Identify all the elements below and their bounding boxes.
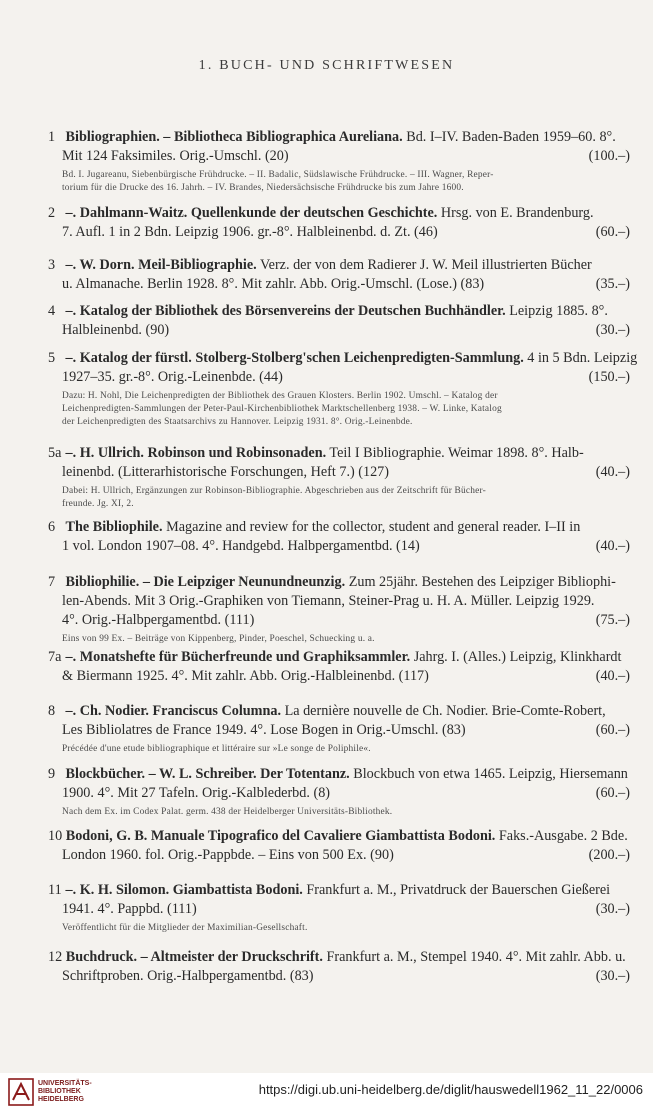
entry-line [48,827,630,846]
entry-text: 1927–35. gr.-8°. Orig.-Leinenbde. (44) [62,369,283,385]
entry-text: Faks.-Ausgabe. 2 Bde. [495,828,628,844]
entry-text: Verz. der von dem Radierer J. W. Meil illustrierten Bücher [256,257,592,273]
entry-text: 1 vol. London 1907–08. 4°. Handgebd. Halbpergamentbd. (14) [62,538,420,554]
entry-title: –. Dahlmann-Waitz. Quellenkunde der deutschen Geschichte. [65,205,438,221]
entry-line [48,900,630,919]
catalog-entry [48,881,630,935]
catalog-entry [48,702,630,756]
note-line: Leichenpredigten-Sammlungen der Peter-Paul-Kirchenbibliothek Marktschellenberg 1938. – W. Linke, Katalog [62,404,502,414]
entry-line [48,721,630,740]
entry-price: (35.–) [595,276,630,292]
library-name-line: HEIDELBERG [38,1096,84,1103]
entry-line [48,223,630,242]
entry-line [48,275,630,294]
library-logo-icon [8,1078,34,1106]
entry-line [48,463,630,482]
source-url-link[interactable]: https://digi.ub.uni-heidelberg.de/diglit/hauswedell1962_11_22/0006 [258,1082,643,1097]
entry-note [48,633,630,646]
entry-number: 11 [48,882,62,898]
catalog-entry [48,444,630,511]
entry-price: (40.–) [595,668,630,684]
entry-text: Schriftproben. Orig.-Halbpergamentbd. (83) [62,968,314,984]
entry-note [48,806,630,819]
entry-note [48,390,630,429]
entry-text: 4°. Orig.-Halbpergamentbd. (111) [62,612,255,628]
entry-price: (100.–) [588,148,630,164]
entry-title: –. Monatshefte für Bücherfreunde und Graphiksammler. [65,649,411,665]
entry-title: –. W. Dorn. Meil-Bibliographie. [65,257,257,273]
entry-text: Mit 124 Faksimiles. Orig.-Umschl. (20) [62,148,289,164]
library-name [38,1080,92,1104]
entry-line [48,128,630,147]
note-line: Nach dem Ex. im Codex Palat. germ. 438 der Heidelberger Universitäts-Bibliothek. [62,807,393,817]
entry-title: Bibliographien. – Bibliotheca Bibliographica Aureliana. [65,129,403,145]
entry-price: (150.–) [588,369,630,385]
note-line: Veröffentlicht für die Mitglieder der Maximilian-Gesellschaft. [62,923,308,933]
entry-price: (200.–) [588,847,630,863]
entry-note [48,743,630,756]
entry-number: 12 [48,949,63,965]
entry-title: –. Katalog der fürstl. Stolberg-Stolberg'schen Leichenpredigten-Sammlung. [65,350,524,366]
entry-line [48,967,630,986]
entry-number: 3 [48,257,56,273]
entry-title: –. K. H. Silomon. Giambattista Bodoni. [65,882,303,898]
entry-line [48,648,630,667]
catalog-entry [48,302,630,340]
entry-title: –. H. Ullrich. Robinson und Robinsonaden. [65,445,327,461]
entry-line [48,846,630,865]
footer-bar [0,1073,653,1112]
entry-text: Halbleinenbd. (90) [62,322,170,338]
entry-price: (60.–) [595,224,630,240]
entry-number: 10 [48,828,63,844]
entry-title: The Bibliophile. [65,519,163,535]
entry-number: 6 [48,519,56,535]
entry-text: 7. Aufl. 1 in 2 Bdn. Leipzig 1906. gr.-8°. Halbleinenbd. d. Zt. (46) [62,224,438,240]
entry-number: 7 [48,574,56,590]
library-name-line: UNIVERSITÄTS- [38,1080,92,1087]
catalog-entry [48,128,630,195]
entry-text: Teil I Bibliographie. Weimar 1898. 8°. Halb- [326,445,584,461]
entry-line [48,256,630,275]
entry-line [48,321,630,340]
entry-text: La dernière nouvelle de Ch. Nodier. Brie-Comte-Robert, [281,703,606,719]
entry-text: Magazine and review for the collector, student and general reader. I–II in [162,519,581,535]
entry-text: len-Abends. Mit 3 Orig.-Graphiken von Tiemann, Steiner-Prag u. H. A. Müller. Leipzig 1929. [62,593,595,609]
entry-price: (30.–) [595,322,630,338]
entry-line [48,702,630,721]
note-line: freunde. Jg. XI, 2. [62,499,134,509]
entry-price: (30.–) [595,901,630,917]
entry-price: (60.–) [595,722,630,738]
entry-number: 8 [48,703,56,719]
section-heading: 1. BUCH- UND SCHRIFTWESEN [198,58,455,73]
entry-number: 5a [48,445,62,461]
catalog-entry [48,948,630,986]
entry-title: Bibliophilie. – Die Leipziger Neunundneunzig. [65,574,346,590]
entry-text: Hrsg. von E. Brandenburg. [437,205,594,221]
entry-line [48,948,630,967]
entry-price: (40.–) [595,538,630,554]
catalog-entry [48,349,638,429]
entry-line [48,204,630,223]
entry-text: Zum 25jähr. Bestehen des Leipziger Bibliophi- [345,574,616,590]
entry-line [48,302,630,321]
catalog-entry [48,573,630,646]
note-line: torium für die Drucke des 16. Jahrh. – IV. Brandes, Niedersächsische Frühdrucke bis zum Jahre 1600. [62,183,464,193]
entry-line [48,537,630,556]
entry-number: 4 [48,303,56,319]
entry-title: Bodoni, G. B. Manuale Tipografico del Cavaliere Giambattista Bodoni. [65,828,496,844]
entry-text: 1900. 4°. Mit 27 Tafeln. Orig.-Kalblederbd. (8) [62,785,331,801]
entry-title: Buchdruck. – Altmeister der Druckschrift. [65,949,323,965]
entry-line [48,147,630,166]
entry-price: (75.–) [595,612,630,628]
entry-line [48,881,630,900]
entry-number: 7a [48,649,62,665]
entry-line [48,765,630,784]
entry-line [48,592,630,611]
entry-line [48,784,630,803]
note-line: Eins von 99 Ex. – Beiträge von Kippenberg, Pinder, Poeschel, Schuecking u. a. [62,634,375,644]
catalog-entry [48,256,630,294]
catalog-entry [48,518,630,556]
library-name-line: BIBLIOTHEK [38,1088,81,1095]
entry-text: 1941. 4°. Pappbd. (111) [62,901,197,917]
entry-line [48,667,630,686]
entry-text: leinenbd. (Litterarhistorische Forschungen, Heft 7.) (127) [62,464,390,480]
entry-text: London 1960. fol. Orig.-Pappbde. – Eins von 500 Ex. (90) [62,847,394,863]
entry-text: Bd. I–IV. Baden-Baden 1959–60. 8°. [402,129,616,145]
note-line: Précédée d'une etude bibliographique et littéraire sur »Le songe de Poliphile«. [62,744,371,754]
entry-line [48,518,630,537]
entry-title: Blockbücher. – W. L. Schreiber. Der Totentanz. [65,766,350,782]
catalog-entry [48,827,630,865]
entry-text: Jahrg. I. (Alles.) Leipzig, Klinkhardt [410,649,622,665]
entry-title: –. Katalog der Bibliothek des Börsenvereins der Deutschen Buchhändler. [65,303,506,319]
entry-line [48,444,630,463]
entry-price: (60.–) [595,785,630,801]
entry-line [48,349,638,368]
note-line: Dazu: H. Nohl, Die Leichenpredigten der Bibliothek des Grauen Klosters. Berlin 1902. Umschl. – Katalog der [62,391,498,401]
entry-text: Frankfurt a. M., Stempel 1940. 4°. Mit zahlr. Abb. u. [322,949,626,965]
note-line: der Leichenpredigten des Staatsarchivs zu Hannover. Leipzig 1931. 8°. Orig.-Leinenbde. [62,417,413,427]
entry-number: 5 [48,350,56,366]
entry-note [48,485,630,511]
entry-note [48,169,630,195]
entry-line [48,573,630,592]
entry-text: 4 in 5 Bdn. Leipzig [523,350,638,366]
catalog-entry [48,765,630,819]
entry-line [48,611,630,630]
entry-number: 9 [48,766,56,782]
catalog-entry [48,204,630,242]
entry-text: & Biermann 1925. 4°. Mit zahlr. Abb. Orig.-Halbleinenbd. (117) [62,668,429,684]
entry-price: (40.–) [595,464,630,480]
entry-number: 2 [48,205,56,221]
entry-title: –. Ch. Nodier. Franciscus Columna. [65,703,282,719]
entry-line [48,368,630,387]
entry-price: (30.–) [595,968,630,984]
catalog-entry [48,648,630,686]
entry-number: 1 [48,129,56,145]
note-line: Bd. I. Jugareanu, Siebenbürgische Frühdrucke. – II. Badalic, Südslawische Frühdrucke. – III. Wagner, Reper- [62,170,494,180]
entry-text: Frankfurt a. M., Privatdruck der Bauerschen Gießerei [302,882,611,898]
note-line: Dabei: H. Ullrich, Ergänzungen zur Robinson-Bibliographie. Abgeschrieben aus der Zeitschrift für Bücher- [62,486,486,496]
entry-text: Leipzig 1885. 8°. [505,303,608,319]
entry-text: u. Almanache. Berlin 1928. 8°. Mit zahlr. Abb. Orig.-Umschl. (Lose.) (83) [62,276,485,292]
entry-text: Blockbuch von etwa 1465. Leipzig, Hiersemann [349,766,628,782]
entry-text: Les Bibliolatres de France 1949. 4°. Lose Bogen in Orig.-Umschl. (83) [62,722,466,738]
entry-note [48,922,630,935]
